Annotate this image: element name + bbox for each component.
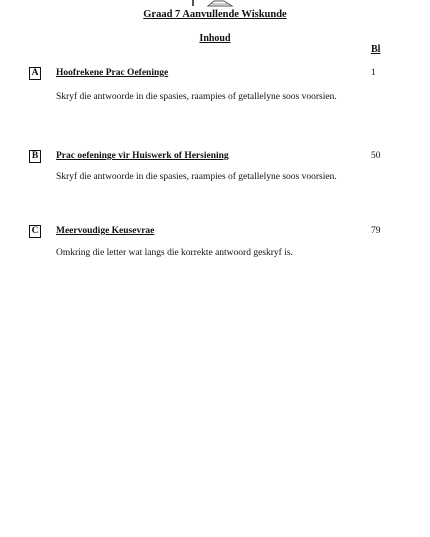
section-letter-a: A bbox=[29, 67, 41, 80]
school-logo-icon bbox=[188, 0, 238, 7]
section-page-c: 79 bbox=[371, 226, 381, 236]
section-description-a: Skryf die antwoorde in die spasies, raampies of getallelyne soos voorsien. bbox=[56, 92, 337, 102]
section-letter-b: B bbox=[29, 150, 41, 163]
contents-heading: Inhoud bbox=[199, 33, 231, 44]
section-description-b: Skryf die antwoorde in die spasies, raampies of getallelyne soos voorsien. bbox=[56, 172, 337, 182]
page-column-header: Bl bbox=[371, 44, 381, 55]
section-page-b: 50 bbox=[371, 151, 381, 161]
section-description-c: Omkring die letter wat langs die korrekte antwoord geskryf is. bbox=[56, 248, 293, 258]
section-page-a: 1 bbox=[371, 68, 376, 78]
section-title-c: Meervoudige Keusevrae bbox=[56, 226, 155, 236]
document-title: Graad 7 Aanvullende Wiskunde bbox=[143, 9, 287, 20]
section-title-a: Hoofrekene Prac Oefeninge bbox=[56, 68, 169, 78]
section-letter-c: C bbox=[29, 225, 41, 238]
section-title-b: Prac oefeninge vir Huiswerk of Hersiening bbox=[56, 151, 229, 161]
